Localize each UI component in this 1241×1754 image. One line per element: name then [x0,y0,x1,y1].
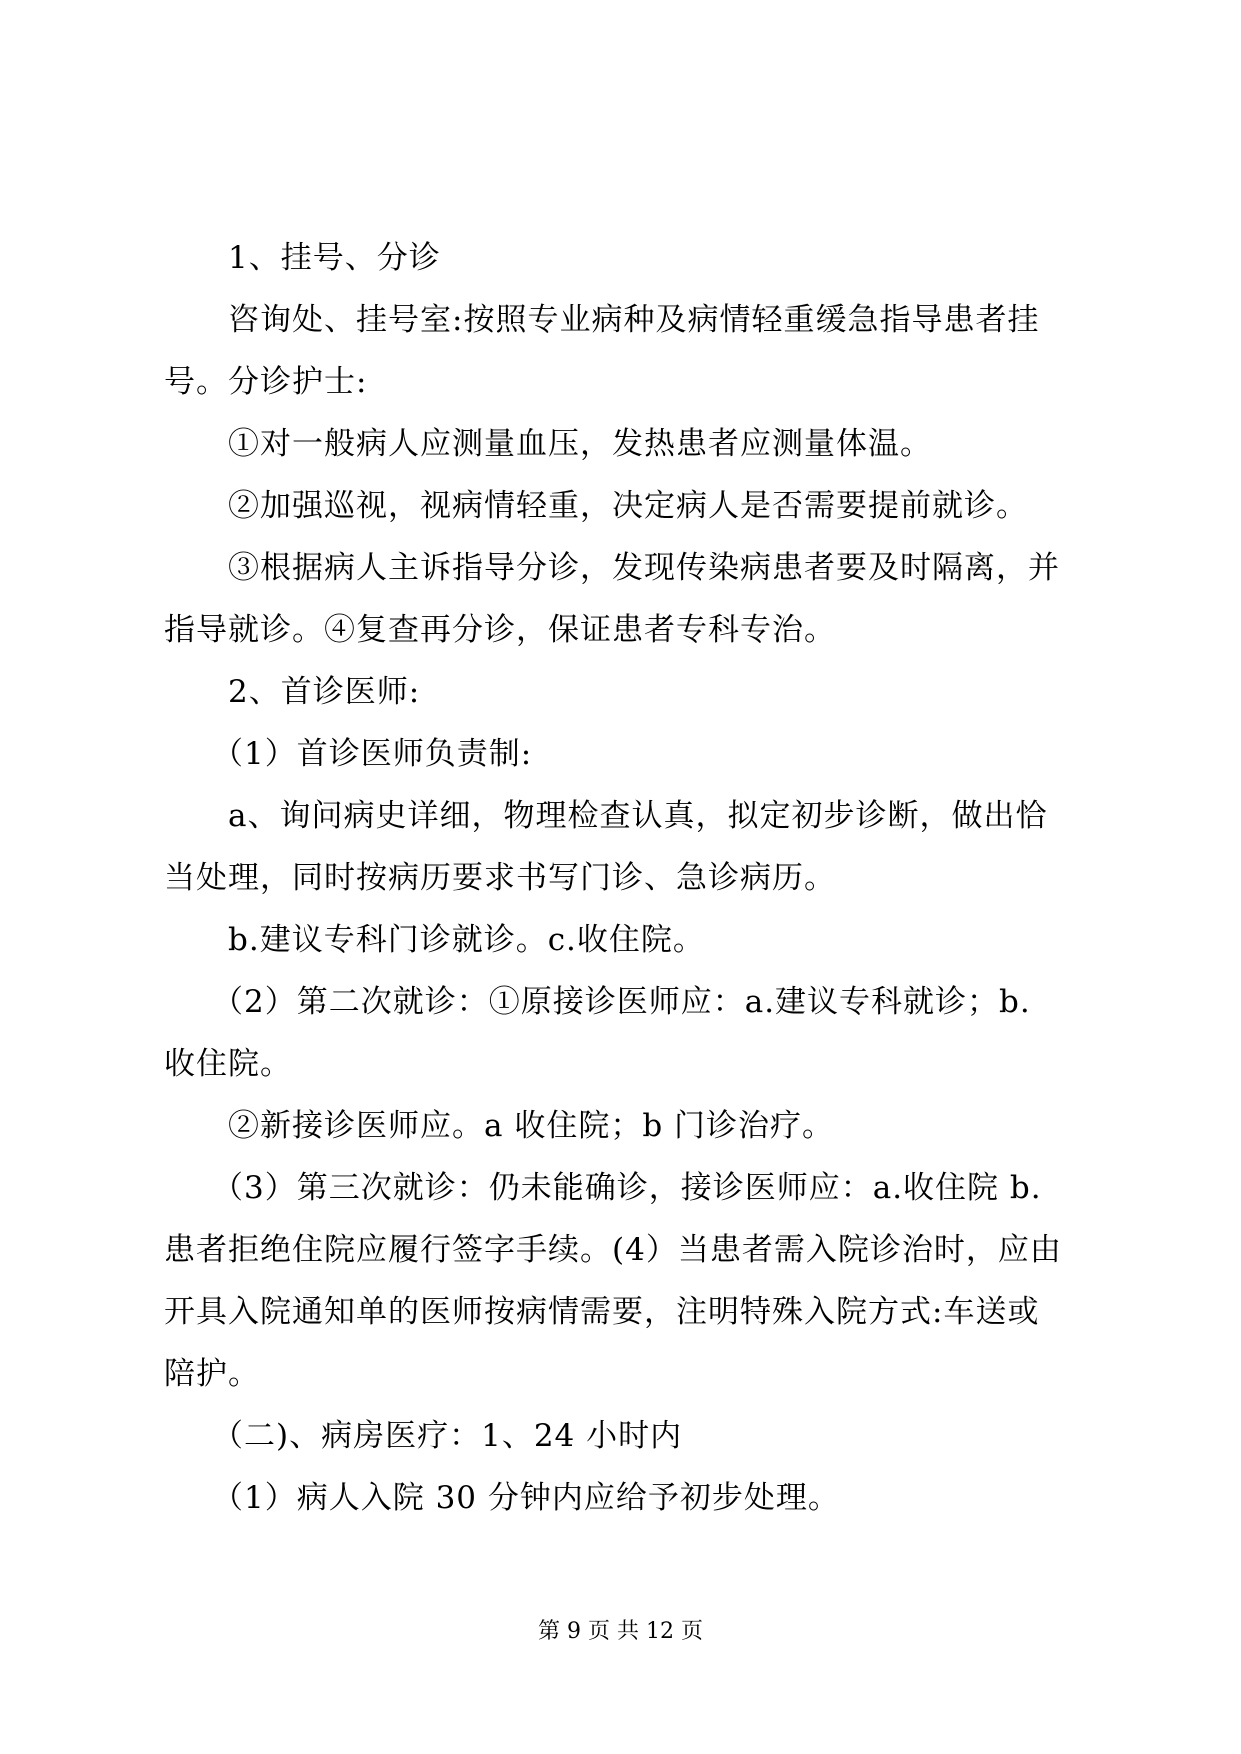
text-line: ③根据病人主诉指导分诊，发现传染病患者要及时隔离，并 [228,550,1060,586]
text-line: （二)、病房医疗：1、24 小时内 [212,1418,683,1454]
text-line: 收住院。 [164,1046,292,1082]
text-line: 号。分诊护士: [164,364,368,400]
text-line: （3）第三次就诊：仍未能确诊，接诊医师应：a.收住院 b. [212,1170,1042,1206]
text-line: 陪护。 [164,1356,260,1392]
text-line: a、询问病史详细，物理检查认真，拟定初步诊断，做出恰 [228,798,1048,834]
text-line: （1）病人入院 30 分钟内应给予初步处理。 [212,1480,840,1516]
text-line: （2）第二次就诊：①原接诊医师应：a.建议专科就诊；b. [212,984,1031,1020]
text-line: ②新接诊医师应。a 收住院；b 门诊治疗。 [228,1108,835,1144]
text-line: 2、首诊医师: [228,674,421,710]
text-line: ②加强巡视，视病情轻重，决定病人是否需要提前就诊。 [228,488,1028,524]
text-line: b.建议专科门诊就诊。c.收住院。 [228,922,705,958]
text-line: 指导就诊。④复查再分诊，保证患者专科专治。 [164,612,836,648]
text-line: 开具入院通知单的医师按病情需要，注明特殊入院方式:车送或 [164,1294,1040,1330]
text-line: 患者拒绝住院应履行签字手续。(4）当患者需入院诊治时，应由 [164,1232,1062,1268]
text-line: 当处理，同时按病历要求书写门诊、急诊病历。 [164,860,836,896]
text-line: （1）首诊医师负责制: [212,736,533,772]
text-line: ①对一般病人应测量血压，发热患者应测量体温。 [228,426,932,462]
text-line: 咨询处、挂号室:按照专业病种及病情轻重缓急指导患者挂 [228,302,1040,338]
text-line: 1、挂号、分诊 [228,240,441,276]
document-body [164,227,1079,1529]
page-number-footer: 第 9 页 共 12 页 [538,1619,703,1644]
